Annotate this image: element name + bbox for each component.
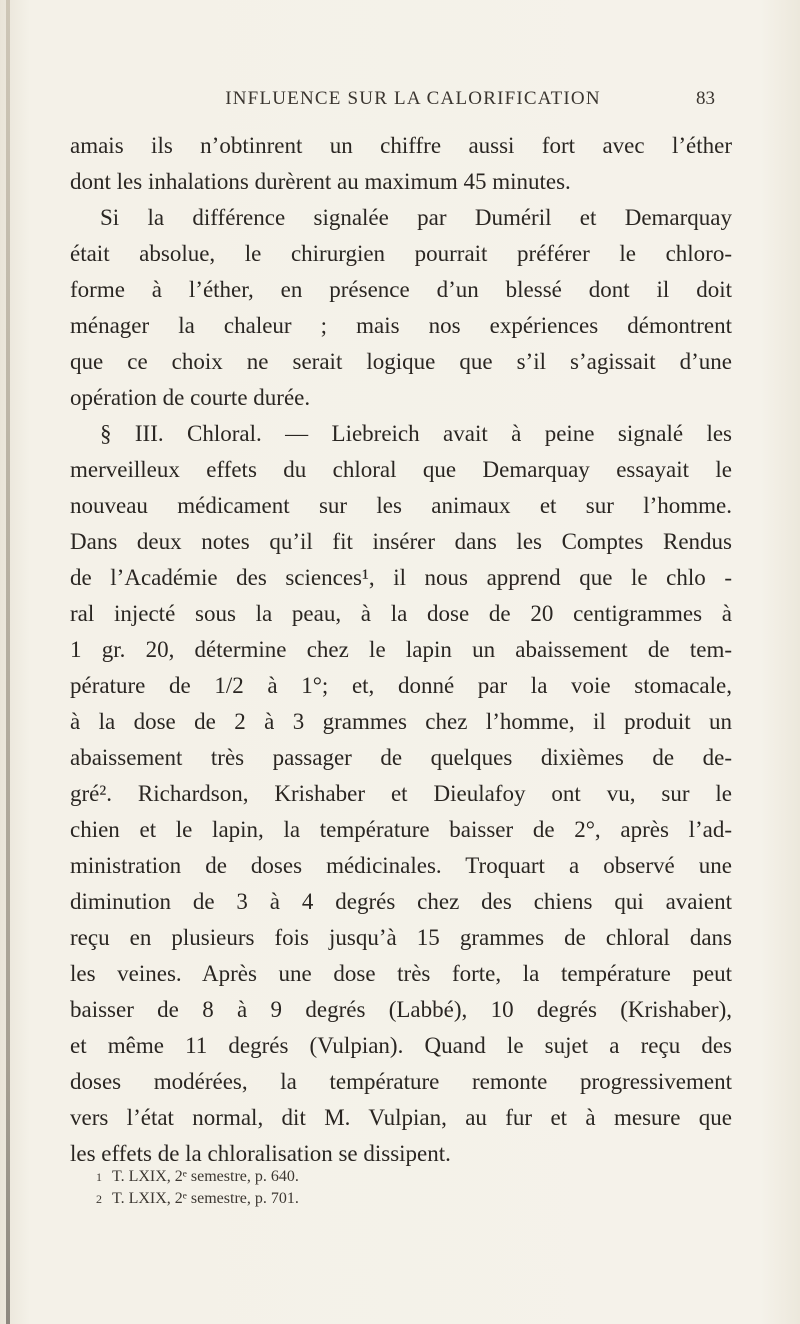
text-line: chien et le lapin, la température baisser de 2°, après l’ad- [70,817,732,842]
page-binding-edge [6,0,10,1324]
running-title: INFLUENCE SUR LA CALORIFICATION [225,88,601,109]
text-line: opération de courte durée. [70,385,311,410]
text-line: Si la différence signalée par Duméril et Demarquay [100,205,732,230]
text-line: dont les inhalations durèrent au maximum 45 minutes. [70,169,571,194]
text-line: abaissement très passager de quelques dixièmes de de- [70,745,732,770]
text-line: Dans deux notes qu’il fit insérer dans les Comptes Rendus [70,529,732,554]
footnote-marker: 2 [96,1192,102,1206]
text-line: et même 11 degrés (Vulpian). Quand le sujet a reçu des [70,1033,732,1058]
text-line: pérature de 1/2 à 1°; et, donné par la voie stomacale, [70,673,732,698]
text-line: à la dose de 2 à 3 grammes chez l’homme, il produit un [70,709,732,734]
text-line: était absolue, le chirurgien pourrait préférer le chloro- [70,241,732,266]
section-heading-line: § III. Chloral. — Liebreich avait à peine signalé les [100,421,732,446]
text-line: doses modérées, la température remonte progressivement [70,1069,732,1094]
text-line: 1 gr. 20, détermine chez le lapin un abaissement de tem- [70,637,732,662]
text-line: forme à l’éther, en présence d’un blessé dont il doit [70,277,732,302]
text-line: merveilleux effets du chloral que Demarquay essayait le [70,457,732,482]
text-line: que ce choix ne serait logique que s’il s’agissait d’une [70,349,732,374]
text-line: ministration de doses médicinales. Troquart a observé une [70,853,732,878]
text-line: les effets de la chloralisation se dissipent. [70,1141,451,1166]
text-line: les veines. Après une dose très forte, la température peut [70,961,732,986]
footnote-text: T. LXIX, 2ᵉ semestre, p. 701. [112,1190,299,1207]
footnotes [96,1166,656,1210]
text-line: reçu en plusieurs fois jusqu’à 15 grammes de chloral dans [70,925,732,950]
text-line: ral injecté sous la peau, à la dose de 20 centigrammes à [70,601,732,626]
text-line: vers l’état normal, dit M. Vulpian, au fur et à mesure que [70,1105,732,1130]
text-line: nouveau médicament sur les animaux et sur l’homme. [70,493,732,518]
text-line: diminution de 3 à 4 degrés chez des chiens qui avaient [70,889,732,914]
footnote [96,1188,656,1210]
footnote-marker: 1 [96,1170,102,1184]
text-line: baisser de 8 à 9 degrés (Labbé), 10 degrés (Krishaber), [70,997,732,1022]
footnote [96,1166,656,1188]
body-text [70,128,732,1172]
text-line: gré². Richardson, Krishaber et Dieulafoy ont vu, sur le [70,781,732,806]
text-line: de l’Académie des sciences¹, il nous apprend que le chlo - [70,565,732,590]
text-line: amais ils n’obtinrent un chiffre aussi fort avec l’éther [70,133,732,158]
text-line: ménager la chaleur ; mais nos expériences démontrent [70,313,732,338]
page-number: 83 [696,88,715,109]
footnote-text: T. LXIX, 2ᵉ semestre, p. 640. [112,1168,299,1185]
